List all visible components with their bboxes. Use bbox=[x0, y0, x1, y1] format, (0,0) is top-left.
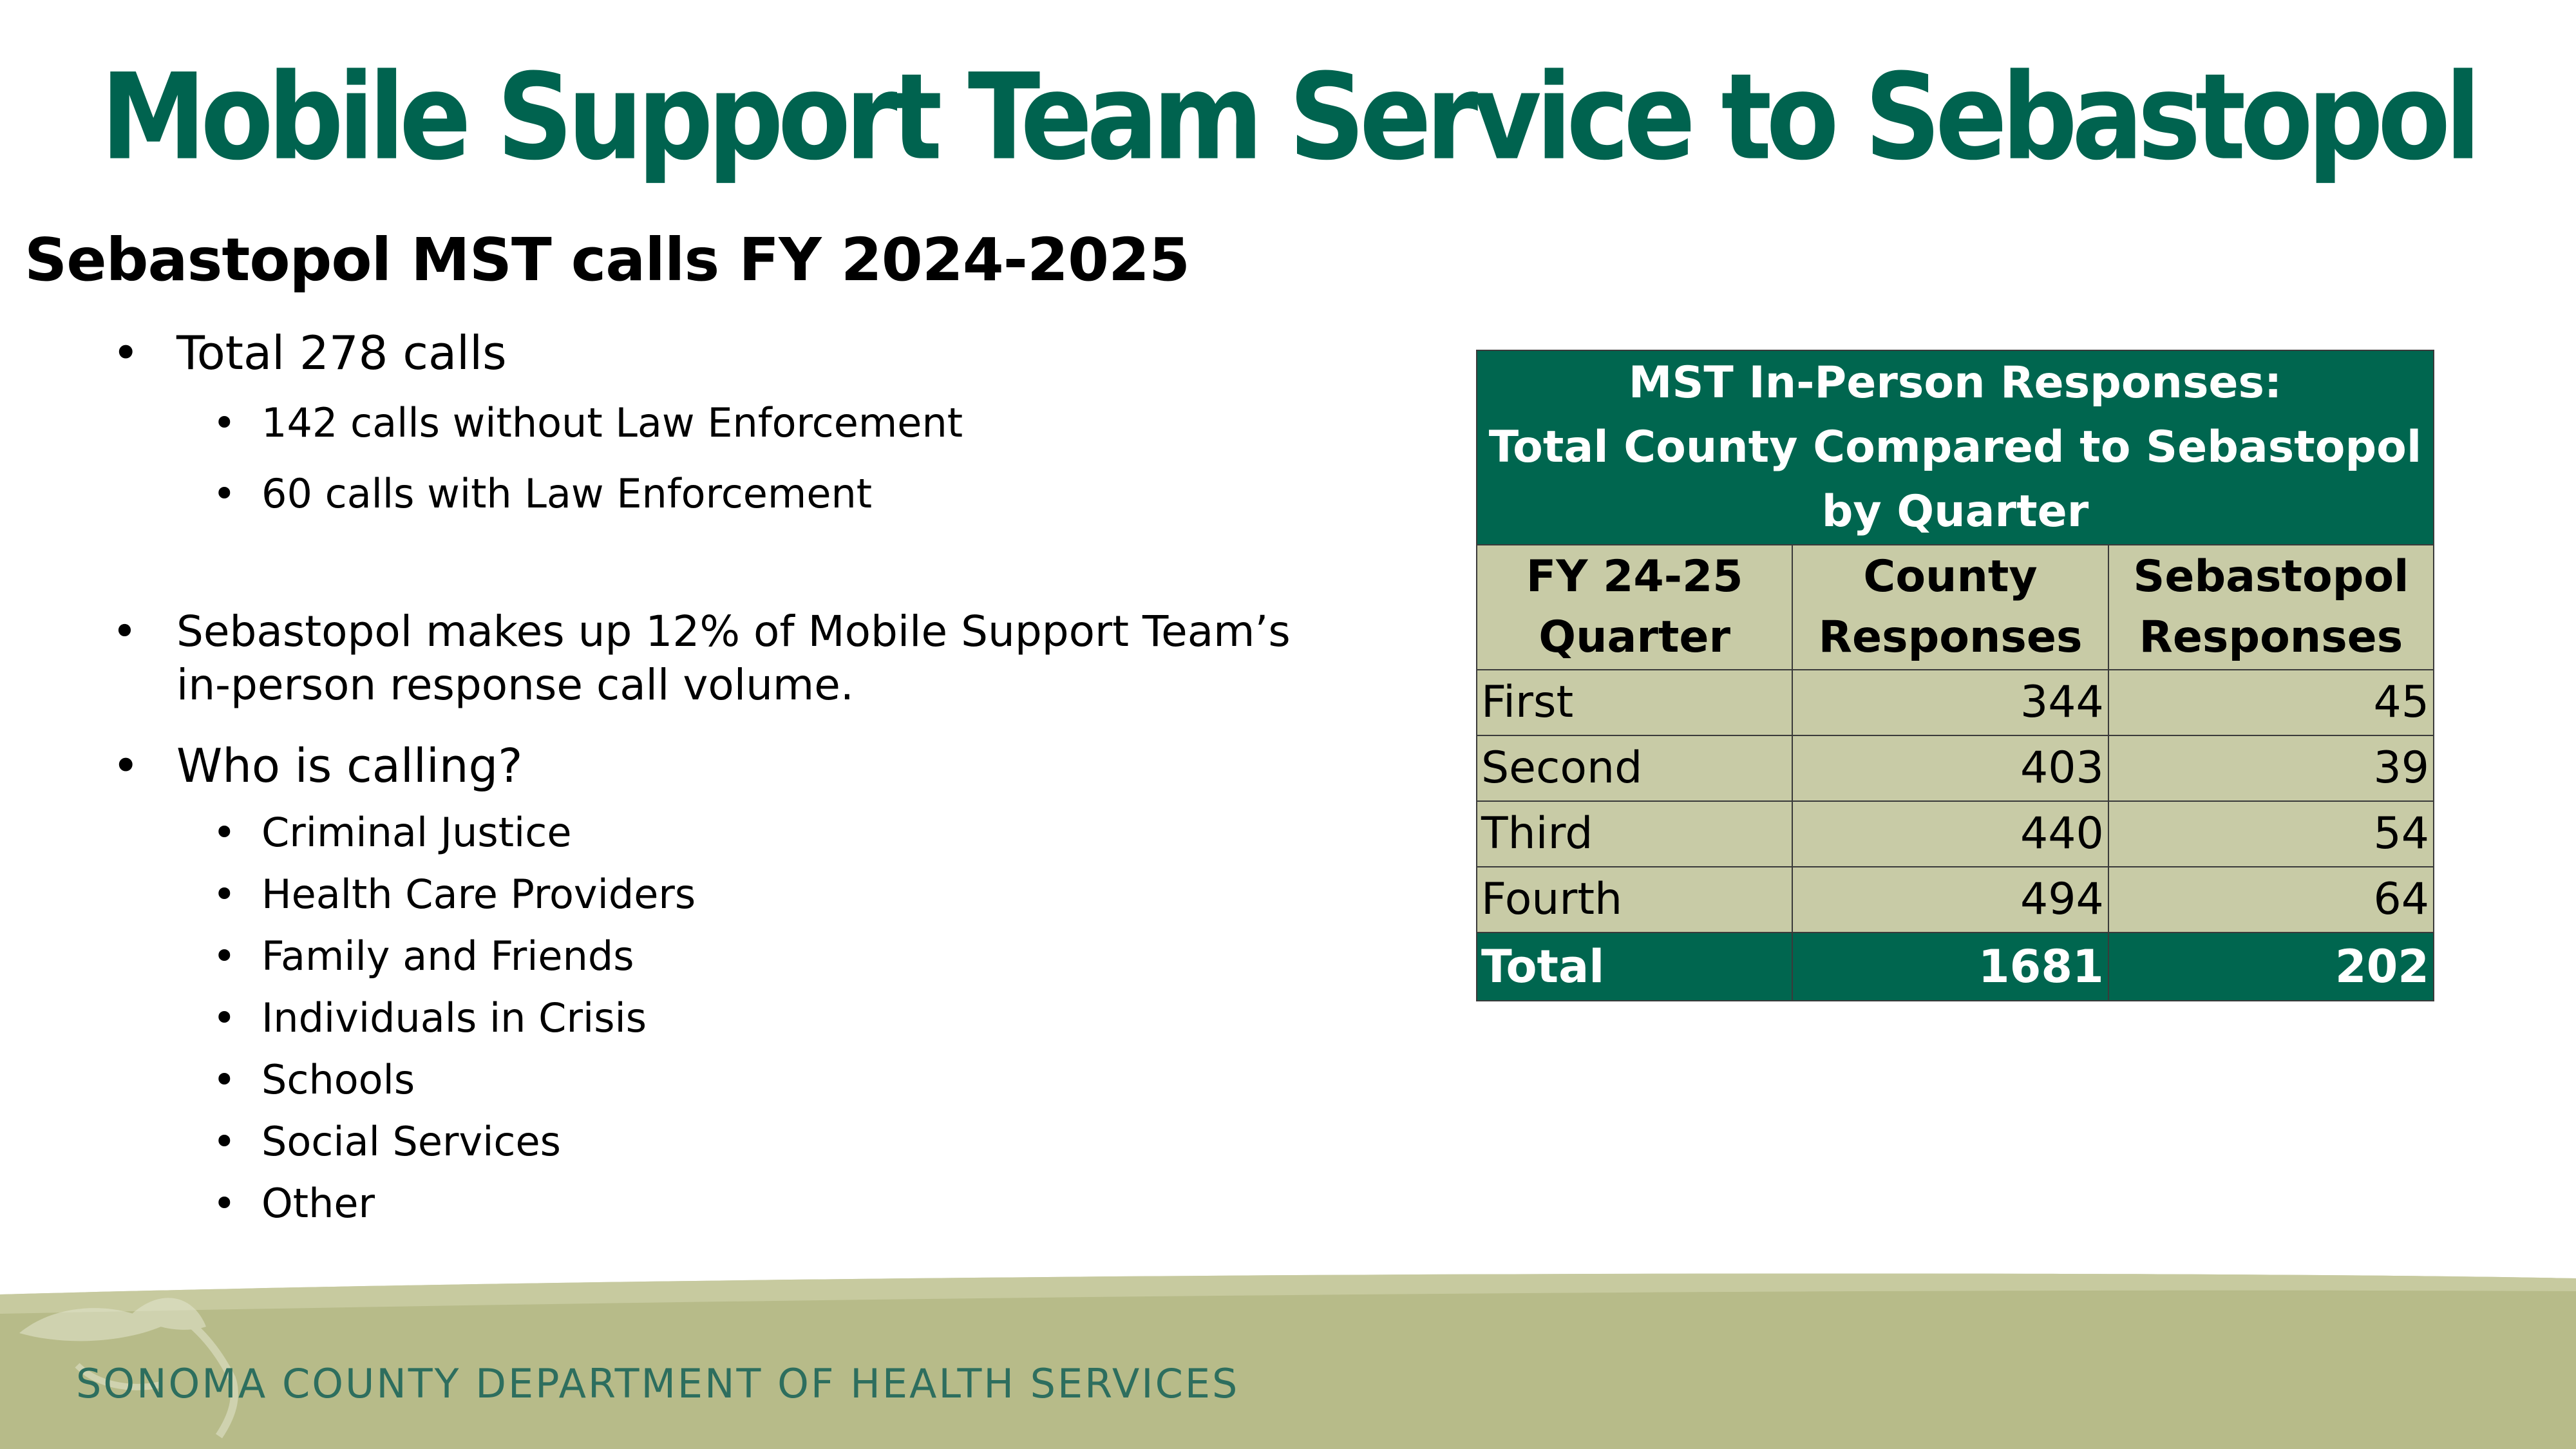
table-row bbox=[1477, 867, 2434, 933]
cell-county: 403 bbox=[1792, 735, 2108, 801]
table-title bbox=[1477, 350, 2434, 545]
col-header-quarter-line2: Quarter bbox=[1539, 612, 1731, 663]
table-row bbox=[1477, 801, 2434, 867]
cell-sebastopol: 54 bbox=[2108, 801, 2434, 867]
caller-item: • Other bbox=[261, 1180, 375, 1227]
section-subtitle: Sebastopol MST calls FY 2024-2025 bbox=[24, 225, 1190, 294]
col-header-quarter bbox=[1477, 545, 1792, 670]
bullet-with-le: • 60 calls with Law Enforcement bbox=[261, 470, 872, 518]
page-title: Mobile Support Team Service to Sebastopol bbox=[100, 48, 2476, 187]
caller-item: • Schools bbox=[261, 1056, 415, 1104]
caller-item: • Social Services bbox=[261, 1118, 561, 1166]
col-header-county-line1: County bbox=[1863, 551, 2038, 602]
col-header-sebastopol-line1: Sebastopol bbox=[2133, 551, 2409, 602]
caller-item: • Individuals in Crisis bbox=[261, 994, 647, 1042]
bullet-without-le: • 142 calls without Law Enforcement bbox=[261, 399, 963, 447]
table-header-row bbox=[1477, 350, 2434, 545]
cell-sebastopol: 39 bbox=[2108, 735, 2434, 801]
table-title-line1: MST In-Person Responses: bbox=[1628, 357, 2282, 408]
cell-quarter: First bbox=[1477, 670, 1792, 735]
caller-item: • Criminal Justice bbox=[261, 809, 572, 857]
col-header-county-line2: Responses bbox=[1818, 612, 2083, 663]
cell-quarter: Second bbox=[1477, 735, 1792, 801]
cell-county: 440 bbox=[1792, 801, 2108, 867]
cell-county: 494 bbox=[1792, 867, 2108, 933]
cell-county: 344 bbox=[1792, 670, 2108, 735]
table-column-headers bbox=[1477, 545, 2434, 670]
bullet-who-calling: • Who is calling? bbox=[176, 738, 522, 793]
responses-table bbox=[1476, 350, 2434, 1001]
col-header-sebastopol-line2: Responses bbox=[2139, 612, 2403, 663]
table-total-row bbox=[1477, 933, 2434, 1001]
cell-quarter: Fourth bbox=[1477, 867, 1792, 933]
col-header-quarter-line1: FY 24-25 bbox=[1526, 551, 1743, 602]
table-row bbox=[1477, 670, 2434, 735]
table-row bbox=[1477, 735, 2434, 801]
bullet-share: • Sebastopol makes up 12% of Mobile Support Team’s in-person response call volume. bbox=[176, 605, 1349, 712]
col-header-county bbox=[1792, 545, 2108, 670]
cell-total-label: Total bbox=[1477, 933, 1792, 1001]
cell-total-sebastopol: 202 bbox=[2108, 933, 2434, 1001]
bullet-total-calls: • Total 278 calls bbox=[176, 325, 507, 381]
col-header-sebastopol bbox=[2108, 545, 2434, 670]
cell-total-county: 1681 bbox=[1792, 933, 2108, 1001]
caller-item: • Family and Friends bbox=[261, 933, 634, 980]
caller-item: • Health Care Providers bbox=[261, 871, 696, 918]
table-title-line2: Total County Compared to Sebastopol by Quarter bbox=[1488, 422, 2422, 537]
footer-org-name: SONOMA COUNTY DEPARTMENT OF HEALTH SERVICES bbox=[76, 1360, 1240, 1407]
cell-quarter: Third bbox=[1477, 801, 1792, 867]
cell-sebastopol: 45 bbox=[2108, 670, 2434, 735]
cell-sebastopol: 64 bbox=[2108, 867, 2434, 933]
